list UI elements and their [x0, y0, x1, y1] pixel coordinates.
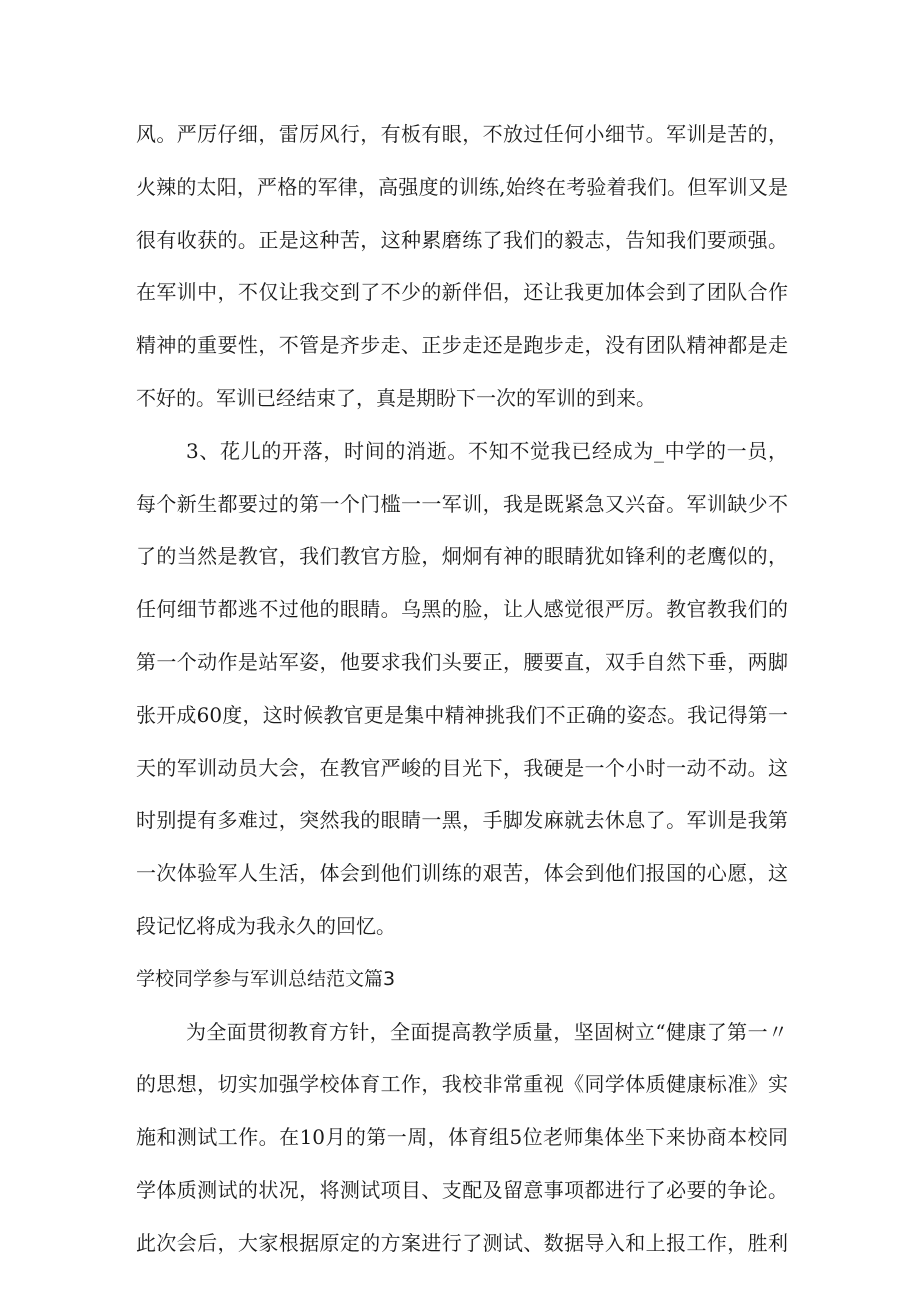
text-line: 不好的。军训已经结束了，真是期盼下一次的军训的到来。	[136, 385, 656, 410]
text-line: 风。严厉仔细，雷厉风行，有板有眼，不放过任何小细节。军训是苦的，	[136, 122, 788, 146]
text-line: 的思想，切实加强学校体育工作，我校非常重视《同学体质健康标准》实	[136, 1072, 788, 1097]
text-line: 任何细节都逃不过他的眼睛。乌黑的脸，让人感觉很严厉。教官教我们的	[136, 597, 788, 622]
text-line: 时别提有多难过，突然我的眼睛一黑，手脚发麻就去休息了。军训是我第	[136, 808, 788, 833]
text-line: 施和测试工作。在10月的第一周，体育组5位老师集体坐下来协商本校同	[136, 1125, 788, 1150]
text-line: 火辣的太阳，严格的军律，高强度的训练,始终在考验着我们。但军训又是	[136, 174, 788, 199]
text-line: 在军训中，不仅让我交到了不少的新伴侣，还让我更加体会到了团队合作	[136, 280, 788, 305]
section-heading: 学校同学参与军训总结范文篇3	[136, 967, 396, 990]
text-line: 了的当然是教官，我们教官方脸，炯炯有神的眼睛犹如锋利的老鹰似的，	[136, 544, 788, 569]
text-line: 学体质测试的状况，将测试项目、支配及留意事项都进行了必要的争论。	[136, 1177, 788, 1202]
text-line: 每个新生都要过的第一个门槛一一军训，我是既紧急又兴奋。军训缺少不	[136, 491, 788, 516]
text-line: 一次体验军人生活，体会到他们训练的艰苦，体会到他们报国的心愿，这	[136, 861, 788, 886]
text-line: 3、花儿的开落，时间的消逝。不知不觉我已经成为_中学的一员，	[186, 438, 788, 463]
text-line: 第一个动作是站军姿，他要求我们头要正，腰要直，双手自然下垂，两脚	[136, 649, 788, 674]
text-line: 为全面贯彻教育方针，全面提高教学质量，坚固树立“健康了第一〃	[186, 1019, 788, 1044]
text-line: 段记忆将成为我永久的回忆。	[136, 913, 396, 938]
text-line: 此次会后，大家根据原定的方案进行了测试、数据导入和上报工作，胜利	[136, 1230, 788, 1255]
text-line: 张开成60度，这时候教官更是集中精神挑我们不正确的姿态。我记得第一	[136, 702, 788, 727]
document-body	[136, 108, 788, 1270]
text-line: 天的军训动员大会，在教官严峻的目光下，我硬是一个小时一动不动。这	[136, 755, 788, 780]
text-line: 很有收获的。正是这种苦，这种累磨练了我们的毅志，告知我们要顽强。	[136, 227, 788, 252]
text-line: 精神的重要性，不管是齐步走、正步走还是跑步走，没有团队精神都是走	[136, 333, 788, 358]
